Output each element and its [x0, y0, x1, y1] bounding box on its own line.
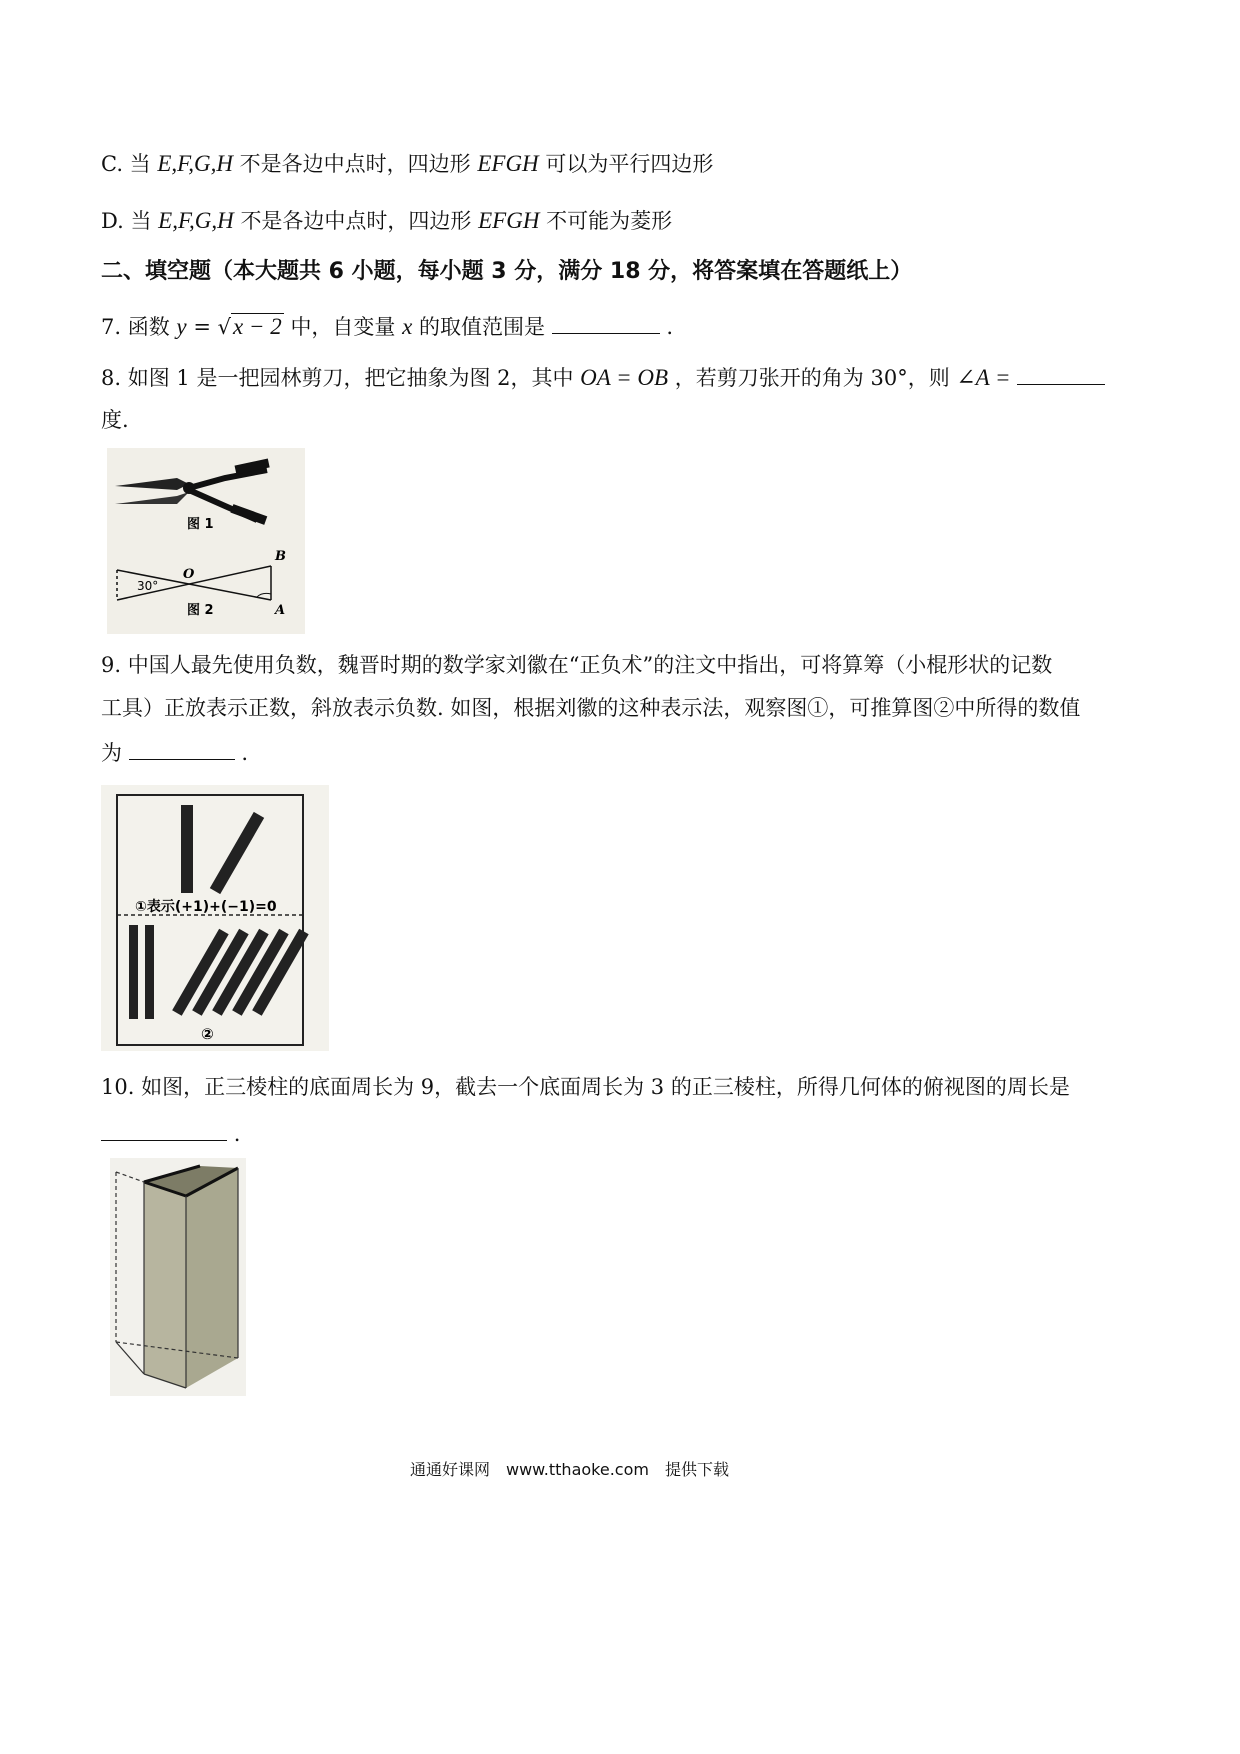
- footer-text: 通通好课网 www.tthaoke.com 提供下载: [410, 1460, 729, 1479]
- sqrt-symbol: √x − 2: [217, 314, 282, 339]
- q9-number: 9.: [101, 653, 122, 677]
- option-c-middle: 不是各边中点时，四边形: [239, 152, 471, 176]
- option-c-label: C. 当: [101, 152, 151, 176]
- q9-answer-blank[interactable]: [129, 737, 235, 760]
- point-a-label: A: [275, 603, 286, 618]
- prism-face-left: [144, 1182, 186, 1388]
- option-c: [101, 149, 713, 179]
- prism-figure: [110, 1158, 246, 1396]
- prism-diagram: [110, 1158, 246, 1396]
- option-d-middle: 不是各边中点时，四边形: [240, 209, 472, 233]
- question-7: [101, 311, 673, 342]
- q8-angle: ∠A =: [956, 365, 1011, 390]
- q10-number: 10.: [101, 1075, 135, 1099]
- q7-var-x: x: [402, 314, 413, 339]
- q7-answer-blank[interactable]: [552, 311, 660, 334]
- question-8: [101, 362, 1105, 393]
- q9-text1: 中国人最先使用负数，魏晋时期的数学家刘徽在“正负术”的注文中指出，可将算筹（小棍形状的记数: [127, 653, 1053, 677]
- counting-rods-diagram: [101, 785, 329, 1051]
- option-d-label: D. 当: [101, 209, 152, 233]
- rod-slanted: [210, 812, 264, 894]
- scissors-diagram: [107, 448, 305, 634]
- q10-answer-blank[interactable]: [101, 1118, 227, 1141]
- q10-text1: 如图，正三棱柱的底面周长为 9，截去一个底面周长为 3 的正三棱柱，所得几何体的俯视图的周长是: [141, 1075, 1070, 1099]
- rod-upright-2: [145, 925, 154, 1019]
- q7-suffix: 的取值范围是: [419, 315, 546, 339]
- option-c-shape: EFGH: [477, 151, 539, 176]
- bottom-edge-left: [116, 1342, 144, 1374]
- rods-frame: [117, 795, 303, 1045]
- q7-middle: 中，自变量: [290, 315, 396, 339]
- q10-line2: [101, 1118, 240, 1149]
- q9-line3: [101, 737, 248, 768]
- fig2-label: 图 2: [187, 603, 214, 618]
- point-b-label: B: [275, 549, 286, 564]
- q10-end: .: [233, 1122, 241, 1146]
- q8-text1: 如图 1 是一把园林剪刀，把它抽象为图 2，其中: [127, 366, 574, 390]
- q7-end: .: [666, 315, 674, 339]
- option-d-vars: E,F,G,H: [158, 208, 234, 233]
- angle-a-arc: [257, 593, 271, 597]
- rod-upright-1: [129, 925, 138, 1019]
- scissors-icon: [115, 459, 270, 525]
- option-d: [101, 206, 672, 236]
- scissors-figure: [107, 448, 305, 634]
- q7-var-y: y: [176, 314, 187, 339]
- q7-number: 7.: [101, 315, 122, 339]
- q8-number: 8.: [101, 366, 122, 390]
- rods-caption-2: ②: [201, 1025, 214, 1043]
- q7-equals: =: [193, 315, 211, 339]
- fig1-label: 图 1: [187, 517, 214, 532]
- option-c-end: 可以为平行四边形: [545, 152, 714, 176]
- q8-equation: OA = OB: [580, 365, 669, 390]
- q9-line2: 工具）正放表示正数，斜放表示负数. 如图，根据刘徽的这种表示法，观察图①，可推算图②中所得的数值: [101, 696, 1081, 720]
- option-c-vars: E,F,G,H: [157, 151, 233, 176]
- q8-line2: 度.: [101, 408, 129, 432]
- counting-rods-figure: [101, 785, 329, 1051]
- q9-end: .: [241, 741, 249, 765]
- rods-caption-1: ①表示(+1)+(−1)=0: [135, 899, 277, 915]
- angle-30-label: 30°: [137, 579, 159, 593]
- hidden-edge-top: [116, 1172, 144, 1182]
- q7-radicand: x − 2: [233, 314, 282, 339]
- q10-line1: [101, 1072, 1070, 1102]
- prism-face-right: [186, 1168, 238, 1388]
- option-d-shape: EFGH: [478, 208, 540, 233]
- q8-answer-blank[interactable]: [1017, 362, 1105, 385]
- q7-prefix: 函数: [127, 315, 170, 339]
- q8-text2: ，若剪刀张开的角为 30°，则: [674, 366, 950, 390]
- q9-line1: [101, 650, 1052, 680]
- option-d-end: 不可能为菱形: [546, 209, 673, 233]
- rod-upright: [181, 805, 193, 893]
- section-heading: 二、填空题（本大题共 6 小题，每小题 3 分，满分 18 分，将答案填在答题纸上）: [101, 259, 913, 284]
- q9-prefix: 为: [101, 741, 122, 765]
- point-o-label: O: [183, 567, 195, 582]
